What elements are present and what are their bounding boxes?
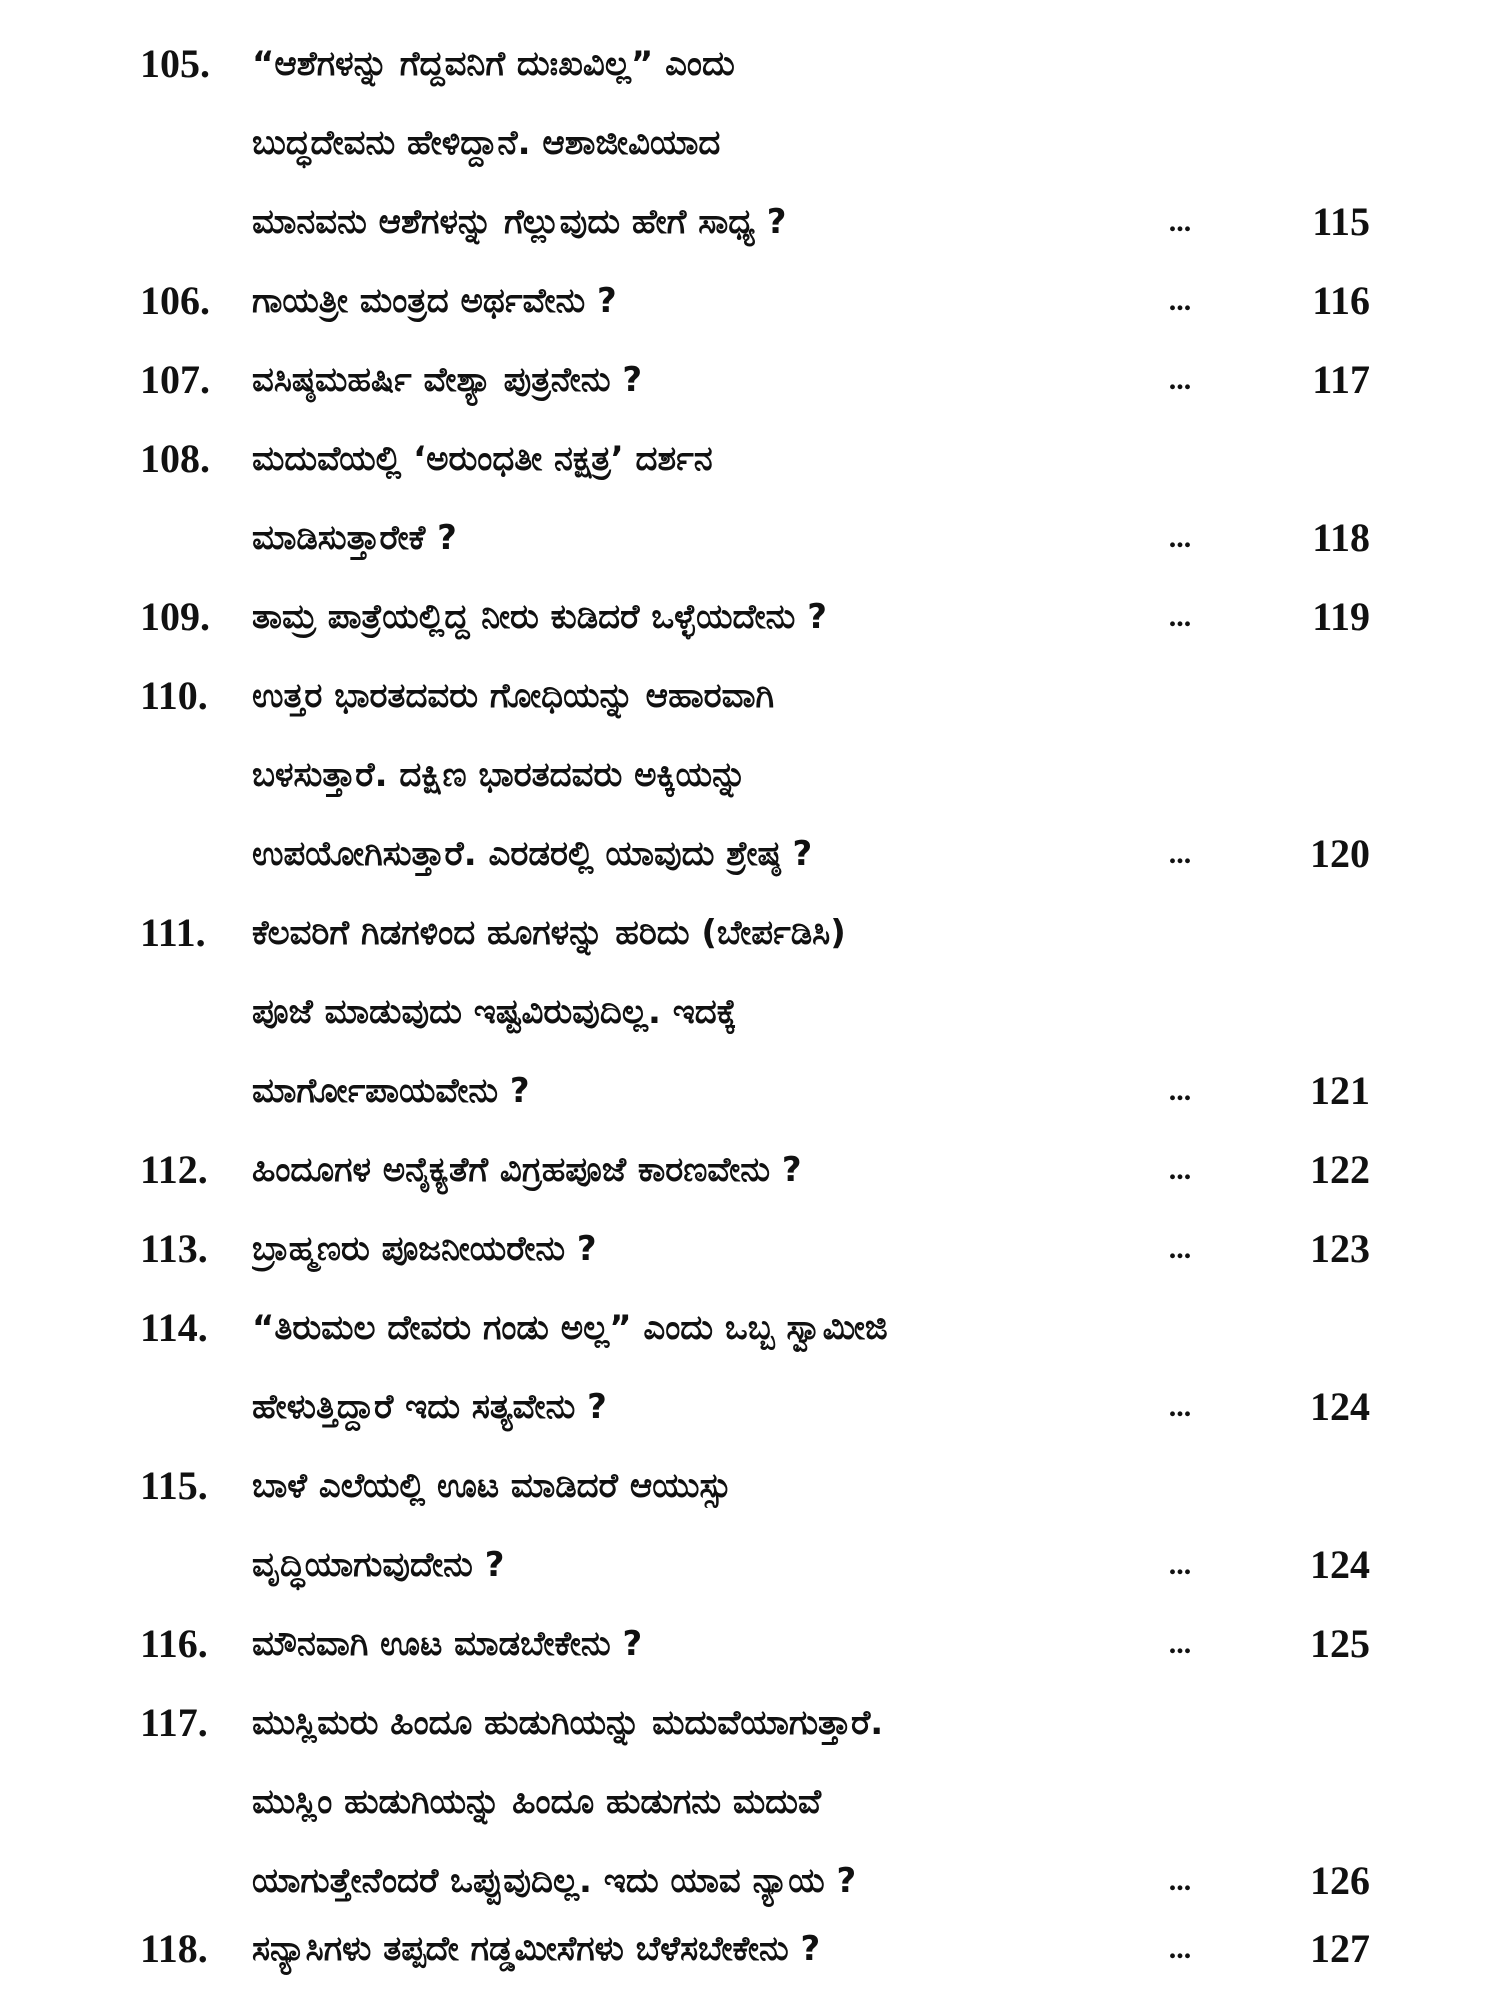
entry-number: 114. <box>140 1305 208 1350</box>
leader-dots: ... <box>1168 1548 1192 1581</box>
toc-line <box>0 1447 1500 1525</box>
leader-dots: ... <box>1168 1864 1192 1897</box>
entry-text: ಮದುವೆಯಲ್ಲಿ ‘ಅರುಂಧತೀ ನಕ್ಷತ್ರ’ ದರ್ಶನ <box>252 439 713 479</box>
page-number: 121 <box>1310 1068 1370 1113</box>
entry-text: ಮುಸ್ಲಿಂ ಹುಡುಗಿಯನ್ನು ಹಿಂದೂ ಹುಡುಗನು ಮದುವೆ <box>252 1782 822 1822</box>
leader-dots: ... <box>1168 600 1192 633</box>
entry-number: 109. <box>140 594 210 639</box>
page-number: 122 <box>1310 1147 1370 1192</box>
page-number: 125 <box>1310 1621 1370 1666</box>
entry-text: ಹಿಂದೂಗಳ ಅನೈಕ್ಯತೆಗೆ ವಿಗ್ರಹಪೂಜೆ ಕಾರಣವೇನು ? <box>252 1150 802 1190</box>
entry-text: ಯಾಗುತ್ತೇನೆಂದರೆ ಒಪ್ಪುವುದಿಲ್ಲ. ಇದು ಯಾವ ನ್ಯಾಯ ? <box>252 1861 857 1901</box>
entry-text: ಬುದ್ಧದೇವನು ಹೇಳಿದ್ದಾನೆ. ಆಶಾಜೀವಿಯಾದ <box>252 123 721 163</box>
entry-number: 108. <box>140 436 210 481</box>
toc-line <box>0 578 1500 656</box>
leader-dots: ... <box>1168 363 1192 396</box>
entry-text: ಬ್ರಾಹ್ಮಣರು ಪೂಜನೀಯರೇನು ? <box>252 1229 597 1269</box>
toc-line <box>0 1131 1500 1209</box>
entry-number: 117. <box>140 1700 208 1745</box>
toc-line <box>0 1368 1500 1446</box>
entry-number: 112. <box>140 1147 208 1192</box>
entry-text: ಮುಸ್ಲಿಮರು ಹಿಂದೂ ಹುಡುಗಿಯನ್ನು ಮದುವೆಯಾಗುತ್ತಾರೆ. <box>252 1703 884 1743</box>
entry-number: 118. <box>140 1926 208 1971</box>
page-number: 116 <box>1312 278 1370 323</box>
entry-text: “ತಿರುಮಲ ದೇವರು ಗಂಡು ಅಲ್ಲ” ಎಂದು ಒಬ್ಬ ಸ್ವಾಮೀಜಿ <box>252 1308 888 1348</box>
toc-line <box>0 973 1500 1051</box>
leader-dots: ... <box>1168 1390 1192 1423</box>
toc-line <box>0 499 1500 577</box>
page-number: 115 <box>1312 199 1370 244</box>
page-number: 127 <box>1310 1926 1370 1971</box>
leader-dots: ... <box>1168 1232 1192 1265</box>
leader-dots: ... <box>1168 1153 1192 1186</box>
leader-dots: ... <box>1168 1627 1192 1660</box>
entry-text: ಸನ್ಯಾಸಿಗಳು ತಪ್ಪದೇ ಗಡ್ಡಮೀಸೆಗಳು ಬೆಳೆಸಬೇಕೇನು ? <box>252 1929 821 1969</box>
entry-number: 106. <box>140 278 210 323</box>
entry-number: 110. <box>140 673 208 718</box>
leader-dots: ... <box>1168 205 1192 238</box>
entry-text: ವಸಿಷ್ಠಮಹರ್ಷಿ ವೇಶ್ಯಾ ಪುತ್ರನೇನು ? <box>252 360 643 400</box>
toc-line <box>0 1842 1500 1920</box>
entry-text: “ಆಶೆಗಳನ್ನು ಗೆದ್ದವನಿಗೆ ದುಃಖವಿಲ್ಲ” ಎಂದು <box>252 44 735 84</box>
toc-line <box>0 1763 1500 1841</box>
leader-dots: ... <box>1168 521 1192 554</box>
toc-line <box>0 815 1500 893</box>
entry-text: ಬಳಸುತ್ತಾರೆ. ದಕ್ಷಿಣ ಭಾರತದವರು ಅಕ್ಕಿಯನ್ನು <box>252 755 747 795</box>
leader-dots: ... <box>1168 1932 1192 1965</box>
toc-line <box>0 25 1500 103</box>
toc-line <box>0 1052 1500 1130</box>
entry-text: ಬಾಳೆ ಎಲೆಯಲ್ಲಿ ಊಟ ಮಾಡಿದರೆ ಆಯುಸ್ಸು <box>252 1466 732 1506</box>
entry-text: ಮಾನವನು ಆಶೆಗಳನ್ನು ಗೆಲ್ಲುವುದು ಹೇಗೆ ಸಾಧ್ಯ ? <box>252 202 787 242</box>
entry-text: ಹೇಳುತ್ತಿದ್ದಾರೆ ಇದು ಸತ್ಯವೇನು ? <box>252 1387 607 1427</box>
entry-text: ಉಪಯೋಗಿಸುತ್ತಾರೆ. ಎರಡರಲ್ಲಿ ಯಾವುದು ಶ್ರೇಷ್ಠ ? <box>252 834 813 874</box>
entry-number: 107. <box>140 357 210 402</box>
entry-text: ವೃದ್ಧಿಯಾಗುವುದೇನು ? <box>252 1545 505 1585</box>
entry-text: ಮೌನವಾಗಿ ಊಟ ಮಾಡಬೇಕೇನು ? <box>252 1624 643 1664</box>
toc-line <box>0 1526 1500 1604</box>
page-number: 124 <box>1310 1384 1370 1429</box>
entry-text: ಗಾಯತ್ರೀ ಮಂತ್ರದ ಅರ್ಥವೇನು ? <box>252 281 617 321</box>
page-number: 117 <box>1312 357 1370 402</box>
toc-line <box>0 1684 1500 1762</box>
entry-text: ಪೂಜೆ ಮಾಡುವುದು ಇಷ್ಟವಿರುವುದಿಲ್ಲ. ಇದಕ್ಕೆ <box>252 992 737 1032</box>
entry-text: ಮಾಡಿಸುತ್ತಾರೇಕೆ ? <box>252 518 457 558</box>
page-number: 123 <box>1310 1226 1370 1271</box>
entry-number: 111. <box>140 910 206 955</box>
toc-line <box>0 894 1500 972</box>
entry-text: ಮಾರ್ಗೋಪಾಯವೇನು ? <box>252 1071 530 1111</box>
toc-line <box>0 262 1500 340</box>
toc-line <box>0 183 1500 261</box>
toc-line <box>0 1289 1500 1367</box>
toc-line <box>0 1210 1500 1288</box>
page-number: 120 <box>1310 831 1370 876</box>
entry-number: 105. <box>140 41 210 86</box>
page-number: 124 <box>1310 1542 1370 1587</box>
toc-line <box>0 1605 1500 1683</box>
toc-line <box>0 341 1500 419</box>
page-number: 118 <box>1312 515 1370 560</box>
leader-dots: ... <box>1168 837 1192 870</box>
entry-number: 115. <box>140 1463 208 1508</box>
entry-text: ಉತ್ತರ ಭಾರತದವರು ಗೋಧಿಯನ್ನು ಆಹಾರವಾಗಿ <box>252 676 775 716</box>
toc-line <box>0 104 1500 182</box>
toc-line <box>0 1910 1500 1988</box>
page-number: 119 <box>1312 594 1370 639</box>
toc-line <box>0 420 1500 498</box>
entry-text: ಕೆಲವರಿಗೆ ಗಿಡಗಳಿಂದ ಹೂಗಳನ್ನು ಹರಿದು (ಬೇರ್ಪಡಿಸಿ) <box>252 913 846 953</box>
entry-number: 113. <box>140 1226 208 1271</box>
toc-line <box>0 657 1500 735</box>
entry-text: ತಾಮ್ರ ಪಾತ್ರೆಯಲ್ಲಿದ್ದ ನೀರು ಕುಡಿದರೆ ಒಳ್ಳೆಯದೇನು ? <box>252 597 827 637</box>
leader-dots: ... <box>1168 1074 1192 1107</box>
leader-dots: ... <box>1168 284 1192 317</box>
toc-line <box>0 736 1500 814</box>
page-number: 126 <box>1310 1858 1370 1903</box>
entry-number: 116. <box>140 1621 208 1666</box>
